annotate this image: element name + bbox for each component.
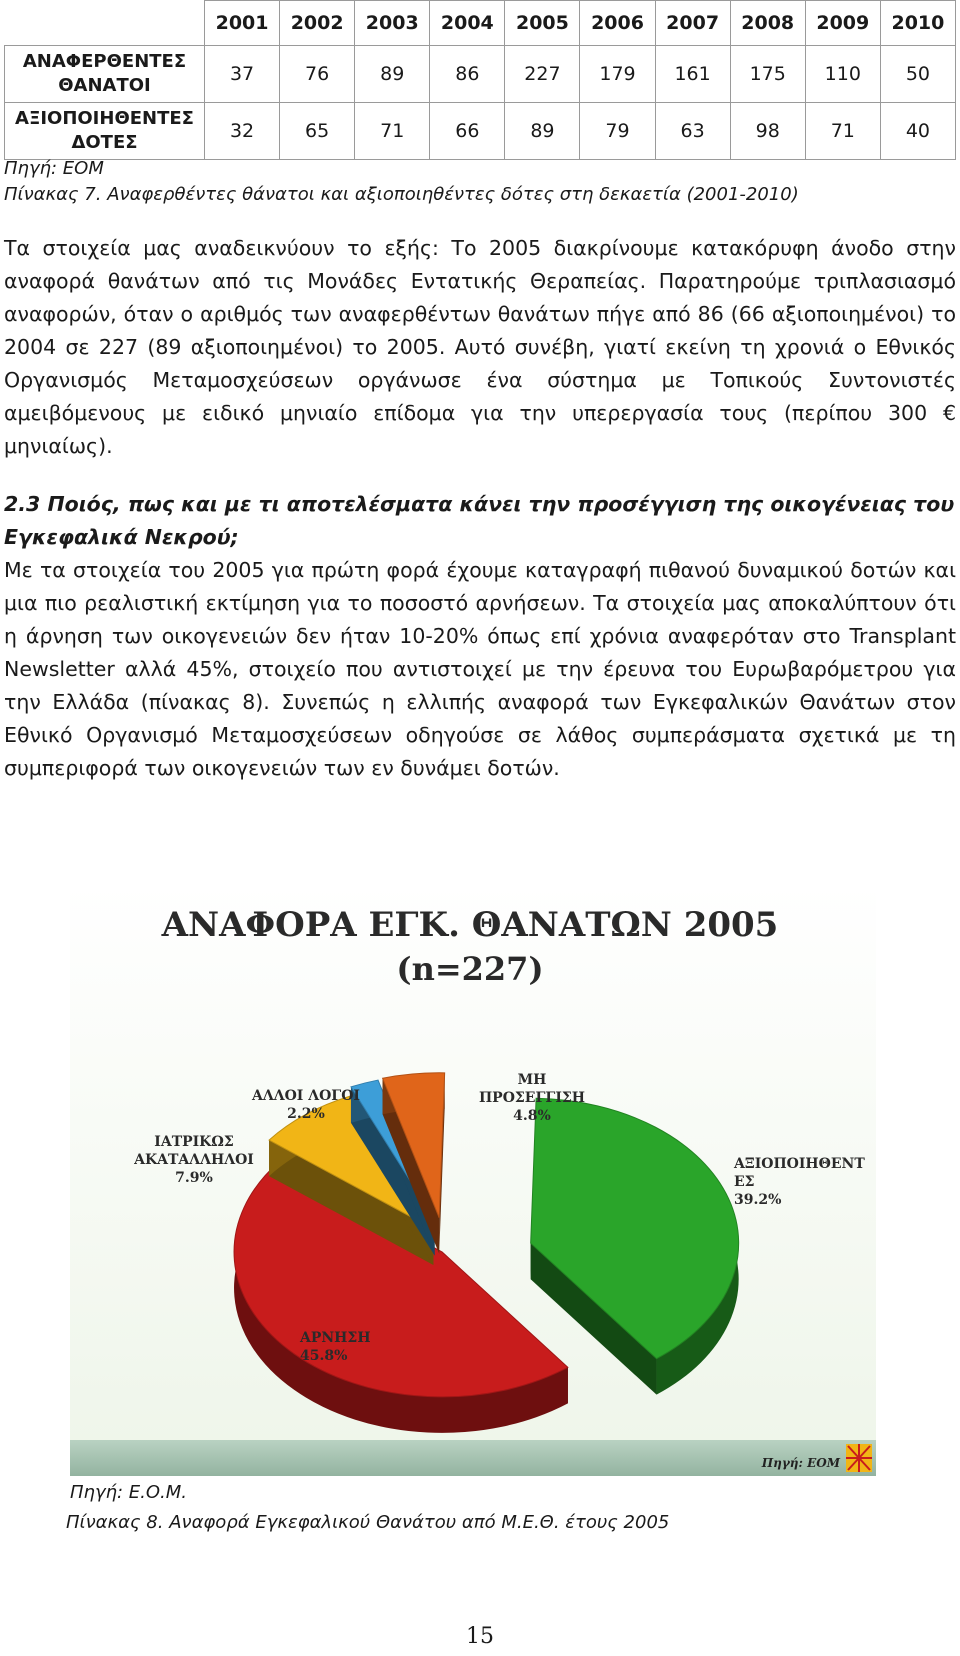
table-cell: 161 (655, 46, 730, 103)
chart-source: Πηγή: ΕΟΜ (761, 1456, 840, 1470)
year-header: 2009 (805, 1, 880, 46)
slice-name-label: ΑΛΛΟΙ ΛΟΓΟΙ (252, 1088, 360, 1104)
table-cell: 37 (205, 46, 280, 103)
year-header: 2005 (505, 1, 580, 46)
table-cell: 175 (730, 46, 805, 103)
slice-value-label: 2.2% (287, 1106, 325, 1122)
table-cell: 32 (205, 103, 280, 160)
slice-name-label: ΙΑΤΡΙΚΩΣ (154, 1134, 234, 1150)
table-cell: 66 (430, 103, 505, 160)
chart-title: ΑΝΑΦΟΡΑ ΕΓΚ. ΘΑΝΑΤΩΝ 2005 (161, 905, 779, 945)
table-cell: 98 (730, 103, 805, 160)
slice-name-label: ΜΗ (517, 1072, 547, 1088)
eom-logo-icon (846, 1444, 872, 1472)
table-cell: 71 (355, 103, 430, 160)
table-cell: 86 (430, 46, 505, 103)
pie-chart-figure (70, 884, 876, 1476)
row-header-line: ΑΝΑΦΕΡΘΕΝΤΕΣ (22, 51, 187, 72)
slice-name-label: ΑΚΑΤΑΛΛΗΛΟΙ (134, 1152, 254, 1168)
table-cell: 110 (805, 46, 880, 103)
table-corner-cell (5, 1, 205, 46)
table-cell: 179 (580, 46, 655, 103)
slice-name-label: ΑΞΙΟΠΟΙΗΘΕΝΤ (734, 1156, 865, 1172)
section-heading: 2.3 Ποιός, πως και με τι αποτελέσματα κάνει την προσέγγιση της οικογένειας του Εγκεφαλικά Νεκρού; (4, 492, 955, 549)
row-header (5, 46, 205, 103)
slice-value-label: 7.9% (175, 1170, 213, 1186)
slice-name-label: ΠΡΟΣΕΓΓΙΣΗ (478, 1090, 586, 1106)
figure-source: Πηγή: Ε.Ο.Μ. (70, 1482, 188, 1503)
table-cell: 89 (355, 46, 430, 103)
table-row (5, 103, 956, 160)
table-cell: 50 (880, 46, 955, 103)
pie-chart (70, 884, 876, 1476)
table-header-row (5, 1, 956, 46)
slice-value-label: 45.8% (300, 1348, 348, 1364)
paragraph-1: Τα στοιχεία μας αναδεικνύουν το εξής: Το 2005 διακρίνουμε κατακόρυφη άνοδο στην αναφορά θανάτων από τις Μονάδες Εντατικής Θεραπείας. Παρατηρούμε τριπλασιασμό αναφορών, όταν ο αριθμός των αναφερθέντων θανάτων πήγε από 86 (66 αξιοποιημένοι) το 2004 σε 227 (89 αξιοποιημένοι) το 2005. Αυτό συνέβη, γιατί εκείνη τη χρονιά ο Εθνικός Οργανισμός Μεταμοσχεύσεων οργάνωσε ένα σύστημα με Τοπικούς Συντονιστές αμειβόμενους με ειδικό μηνιαίο επίδομα για την υπερεργασία τους (περίπου 300 € μηνιαίως). (4, 236, 956, 458)
table-cell: 89 (505, 103, 580, 160)
paragraph-2: Με τα στοιχεία του 2005 για πρώτη φορά έχουμε καταγραφή πιθανού δυναμικού δοτών και μια πιο ρεαλιστική εκτίμηση για το ποσοστό αρνήσεων. Τα στοιχεία μας αποκαλύπτουν ότι η άρνηση των οικογενειών δεν ήταν 10-20% όπως επί χρόνια αναφερόταν στο Transplant Newsletter αλλά 45%, στοιχείο που αντιστοιχεί με την έρευνα του Ευρωβαρόμετρου για την Ελλάδα (πίνακας 8). Συνεπώς η ελλιπής αναφορά των Εγκεφαλικών Θανάτων στον Εθνικό Οργανισμό Μεταμοσχεύσεων οδηγούσε σε λάθος συμπεράσματα σχετικά με τη συμπεριφορά των οικογενειών των εν δυνάμει δοτών. (4, 558, 956, 780)
year-header: 2008 (730, 1, 805, 46)
year-header: 2003 (355, 1, 430, 46)
chart-footer-band (70, 1440, 876, 1476)
table-cell: 79 (580, 103, 655, 160)
table-cell: 63 (655, 103, 730, 160)
table-cell: 65 (280, 103, 355, 160)
row-header-line: ΔΟΤΕΣ (71, 132, 138, 153)
slice-value-label: 4.8% (513, 1108, 551, 1124)
year-header: 2007 (655, 1, 730, 46)
chart-subtitle: (n=227) (396, 950, 544, 988)
table-caption: Πίνακας 7. Αναφερθέντες θάνατοι και αξιοποιηθέντες δότες στη δεκαετία (2001-2010) (4, 184, 799, 205)
table-cell: 76 (280, 46, 355, 103)
figure-caption: Πίνακας 8. Αναφορά Εγκεφαλικού Θανάτου από Μ.Ε.Θ. έτους 2005 (66, 1512, 670, 1533)
table-cell: 40 (880, 103, 955, 160)
deaths-donors-table (4, 0, 956, 160)
slice-name-label: ΕΣ (734, 1174, 755, 1190)
year-header: 2010 (880, 1, 955, 46)
row-header-line: ΑΞΙΟΠΟΙΗΘΕΝΤΕΣ (15, 108, 194, 129)
table-cell: 227 (505, 46, 580, 103)
row-header-line: ΘΑΝΑΤΟΙ (58, 75, 151, 96)
year-header: 2002 (280, 1, 355, 46)
year-header: 2001 (205, 1, 280, 46)
table-row (5, 46, 956, 103)
slice-value-label: 39.2% (734, 1192, 782, 1208)
table-source: Πηγή: ΕΟΜ (4, 158, 104, 179)
table-cell: 71 (805, 103, 880, 160)
year-header: 2004 (430, 1, 505, 46)
slice-name-label: ΑΡΝΗΣΗ (300, 1330, 371, 1346)
year-header: 2006 (580, 1, 655, 46)
page-number: 15 (466, 1624, 494, 1649)
row-header (5, 103, 205, 160)
